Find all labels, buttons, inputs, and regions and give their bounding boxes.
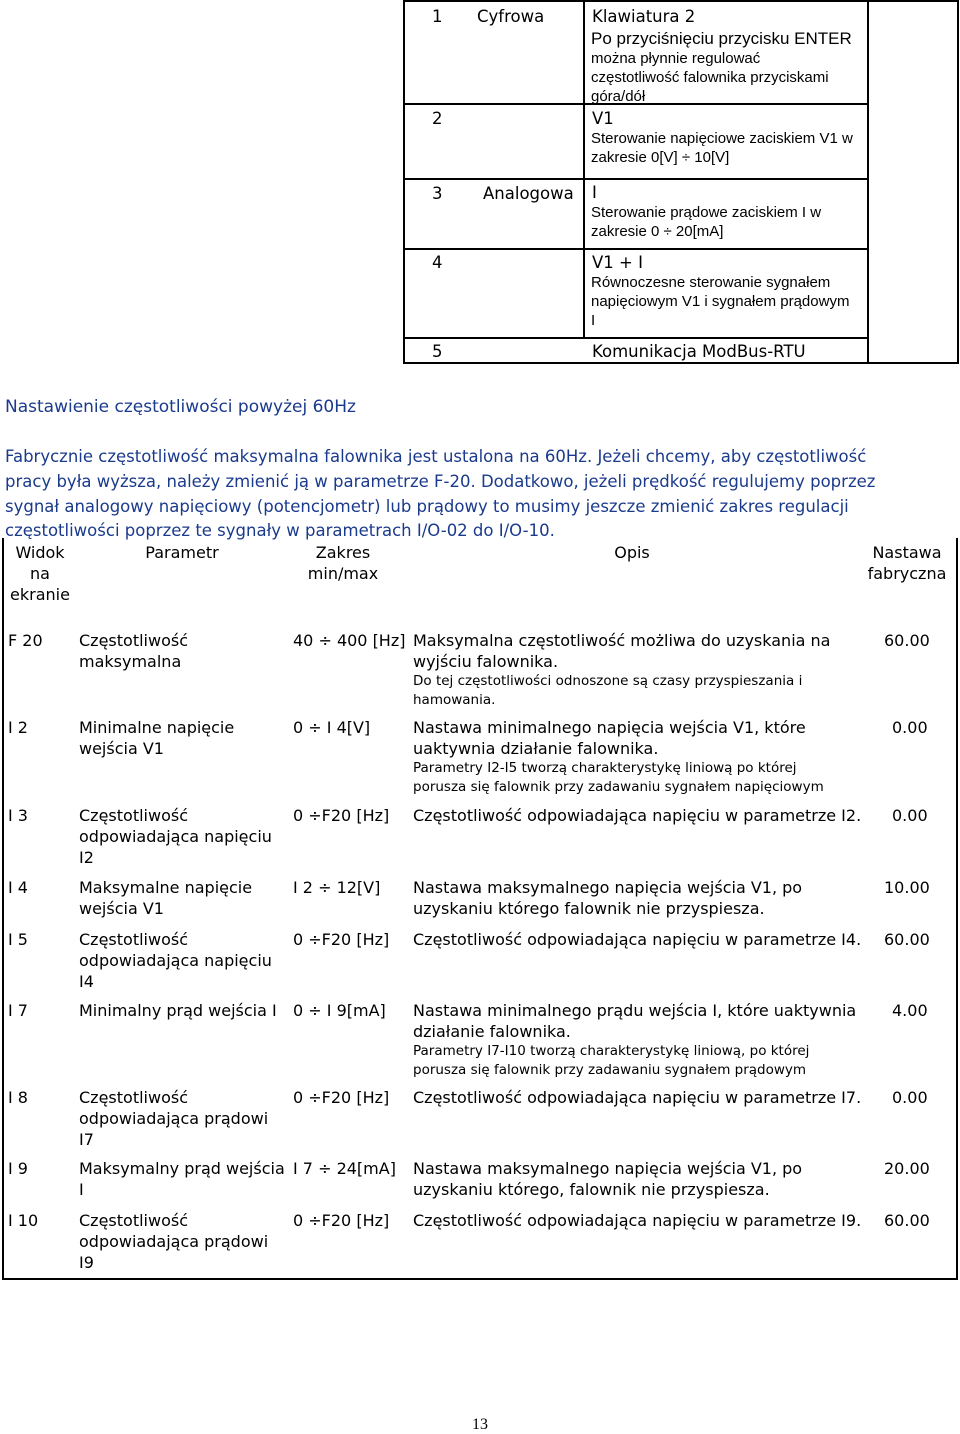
param-default: 4.00: [892, 1001, 928, 1020]
param-code: I 7: [8, 1001, 28, 1020]
param-default: 20.00: [884, 1159, 930, 1178]
param-name: [79, 630, 188, 672]
param-default: 60.00: [884, 930, 930, 949]
source-desc: zakresie 0[V] ÷ 10[V]: [591, 149, 730, 166]
paragraph-line: Fabrycznie częstotliwość maksymalna falownika jest ustalona na 60Hz. Jeżeli chcemy, aby częstotliwość: [5, 447, 867, 466]
param-desc: Częstotliwość odpowiadająca napięciu w parametrze I4.: [413, 930, 862, 949]
paragraph-line: pracy była wyższa, należy zmienić ją w parametrze F-20. Dodatkowo, jeżeli prędkość regulujemy poprzez: [5, 472, 876, 491]
param-range: 0 ÷F20 [Hz]: [293, 1088, 390, 1107]
header-default-line: Nastawa: [872, 543, 942, 562]
param-name-line: Częstotliwość: [79, 1211, 188, 1230]
source-title: V1: [592, 109, 614, 128]
param-name-line: I7: [79, 1130, 94, 1149]
param-default: 0.00: [892, 718, 928, 737]
source-desc: Sterowanie prądowe zaciskiem I w: [591, 204, 822, 221]
param-desc: [413, 1158, 802, 1200]
source-desc: można płynnie regulować: [591, 50, 761, 67]
param-name-line: odpowiadająca napięciu: [79, 827, 272, 846]
param-name-line: I2: [79, 848, 94, 867]
param-desc-line: Nastawa maksymalnego napięcia wejścia V1, po: [413, 878, 803, 897]
param-default: 60.00: [884, 631, 930, 650]
param-desc: [413, 877, 802, 919]
paragraph-line: sygnał analogowy napięciowy (potencjometr) lub prądowy to musimy jeszcze zmienić zakres regulacji: [5, 497, 849, 516]
param-name-line: Częstotliwość: [79, 806, 188, 825]
table-border: [403, 337, 868, 339]
param-name-line: odpowiadająca prądowi: [79, 1232, 269, 1251]
param-code: I 3: [8, 806, 28, 825]
param-name-line: maksymalna: [79, 652, 182, 671]
param-code: I 4: [8, 878, 28, 897]
param-code: I 10: [8, 1211, 39, 1230]
param-default: 60.00: [884, 1211, 930, 1230]
table-border: [2, 1278, 958, 1280]
header-view-line: na: [30, 564, 50, 583]
header-range: [278, 542, 408, 584]
source-desc: Równoczesne sterowanie sygnałem: [591, 274, 831, 291]
param-desc-line: Nastawa minimalnego napięcia wejścia V1, które: [413, 718, 806, 737]
param-name: [79, 929, 272, 992]
param-default: 0.00: [892, 806, 928, 825]
param-desc: Częstotliwość odpowiadająca napięciu w parametrze I2.: [413, 806, 862, 825]
param-desc-line: działanie falownika.: [413, 1022, 571, 1041]
source-desc: zakresie 0 ÷ 20[mA]: [591, 223, 724, 240]
param-note-line: Do tej częstotliwości odnoszone są czasy przyspieszania i: [413, 673, 803, 689]
header-desc: Opis: [614, 543, 650, 562]
table-border: [956, 538, 958, 1280]
param-name-line: odpowiadająca napięciu: [79, 951, 272, 970]
param-desc: [413, 1000, 856, 1080]
header-view: [10, 542, 70, 605]
param-range: 0 ÷F20 [Hz]: [293, 1211, 390, 1230]
header-default: [862, 542, 952, 584]
table-border: [403, 362, 959, 364]
row-number: 2: [432, 109, 443, 128]
param-name-line: Częstotliwość: [79, 930, 188, 949]
param-desc-line: uzyskaniu którego falownik nie przyspiesza.: [413, 899, 765, 918]
source-desc: Po przyciśnięciu przycisku ENTER: [591, 29, 852, 48]
param-name: [79, 1087, 268, 1150]
param-desc: [413, 717, 824, 797]
source-desc: napięciowym V1 i sygnałem prądowym: [591, 293, 850, 310]
table-border: [867, 0, 869, 364]
header-default-line: fabryczna: [867, 564, 947, 583]
source-title: V1 + I: [592, 253, 643, 272]
group-label-digital: Cyfrowa: [477, 7, 545, 26]
param-name-line: I: [79, 1180, 84, 1199]
row-number: 5: [432, 342, 443, 361]
param-code: I 5: [8, 930, 28, 949]
row-number: 3: [432, 184, 443, 203]
param-desc-line: wyjściu falownika.: [413, 652, 559, 671]
source-desc: góra/dół: [591, 88, 646, 105]
header-param: Parametr: [145, 543, 219, 562]
param-desc-line: Nastawa minimalnego prądu wejścia I, które uaktywnia: [413, 1001, 857, 1020]
source-desc: I: [591, 312, 596, 329]
param-name: [79, 717, 234, 759]
param-name-line: wejścia V1: [79, 899, 164, 918]
param-name-line: Maksymalne napięcie: [79, 878, 253, 897]
control-source-table: [403, 0, 959, 364]
table-border: [403, 178, 868, 180]
param-note-line: hamowania.: [413, 692, 496, 708]
table-border: [403, 0, 405, 364]
param-name: [79, 1158, 285, 1200]
row-number: 4: [432, 253, 443, 272]
param-range: 0 ÷F20 [Hz]: [293, 806, 390, 825]
param-desc-line: uzyskaniu którego, falownik nie przyspiesza.: [413, 1180, 770, 1199]
source-desc: Sterowanie napięciowe zaciskiem V1 w: [591, 130, 853, 147]
row-number: 1: [432, 7, 443, 26]
param-range: I 2 ÷ 12[V]: [293, 878, 381, 897]
param-code: I 8: [8, 1088, 28, 1107]
param-default: 10.00: [884, 878, 930, 897]
table-border: [957, 0, 959, 364]
param-name-line: Maksymalny prąd wejścia: [79, 1159, 285, 1178]
param-desc-line: Nastawa maksymalnego napięcia wejścia V1, po: [413, 1159, 803, 1178]
param-desc-line: uaktywnia działanie falownika.: [413, 739, 659, 758]
param-name-line: Częstotliwość: [79, 631, 188, 650]
param-name-line: I4: [79, 972, 94, 991]
table-border: [583, 0, 585, 337]
table-border: [403, 0, 959, 2]
source-title: Komunikacja ModBus-RTU: [592, 342, 806, 361]
param-name: [79, 1210, 268, 1273]
param-note-line: porusza się falownik przy zadawaniu sygnałem napięciowym: [413, 779, 824, 795]
param-range: 0 ÷ I 4[V]: [293, 718, 371, 737]
table-border: [2, 538, 4, 1280]
param-desc: Częstotliwość odpowiadająca napięciu w parametrze I9.: [413, 1211, 862, 1230]
param-range: 0 ÷ I 9[mA]: [293, 1001, 386, 1020]
param-desc-line: Maksymalna częstotliwość możliwa do uzyskania na: [413, 631, 831, 650]
param-note-line: Parametry I7-I10 tworzą charakterystykę liniową, po której: [413, 1043, 810, 1059]
param-name-line: Częstotliwość: [79, 1088, 188, 1107]
param-name-line: I9: [79, 1253, 94, 1272]
header-view-line: ekranie: [10, 585, 70, 604]
section-heading: Nastawienie częstotliwości powyżej 60Hz: [5, 397, 356, 417]
param-name: [79, 805, 272, 868]
page-number: 13: [472, 1416, 488, 1433]
header-view-line: Widok: [15, 543, 65, 562]
table-border: [403, 248, 868, 250]
parameter-table: [2, 538, 958, 1280]
param-range: 0 ÷F20 [Hz]: [293, 930, 390, 949]
param-name: Minimalny prąd wejścia I: [79, 1001, 277, 1020]
paragraph-line: częstotliwości poprzez te sygnały w parametrach I/O-02 do I/O-10.: [5, 521, 555, 540]
param-default: 0.00: [892, 1088, 928, 1107]
header-range-line: Zakres: [315, 543, 371, 562]
param-code: F 20: [8, 631, 43, 650]
param-code: I 9: [8, 1159, 28, 1178]
param-name-line: odpowiadająca prądowi: [79, 1109, 269, 1128]
param-note-line: Parametry I2-I5 tworzą charakterystykę liniową po której: [413, 760, 797, 776]
source-title: I: [592, 183, 597, 202]
param-name: [79, 877, 252, 919]
param-name-line: Minimalne napięcie: [79, 718, 235, 737]
param-name-line: wejścia V1: [79, 739, 164, 758]
param-range: 40 ÷ 400 [Hz]: [293, 631, 406, 650]
group-label-analog: Analogowa: [483, 184, 574, 203]
header-range-line: min/max: [307, 564, 379, 583]
param-range: I 7 ÷ 24[mA]: [293, 1159, 396, 1178]
source-title: Klawiatura 2: [592, 7, 696, 26]
param-code: I 2: [8, 718, 28, 737]
param-desc: Częstotliwość odpowiadająca napięciu w parametrze I7.: [413, 1088, 862, 1107]
param-note-line: porusza się falownik przy zadawaniu sygnałem prądowym: [413, 1062, 807, 1078]
source-desc: częstotliwość falownika przyciskami: [591, 69, 829, 86]
param-desc: [413, 630, 830, 710]
